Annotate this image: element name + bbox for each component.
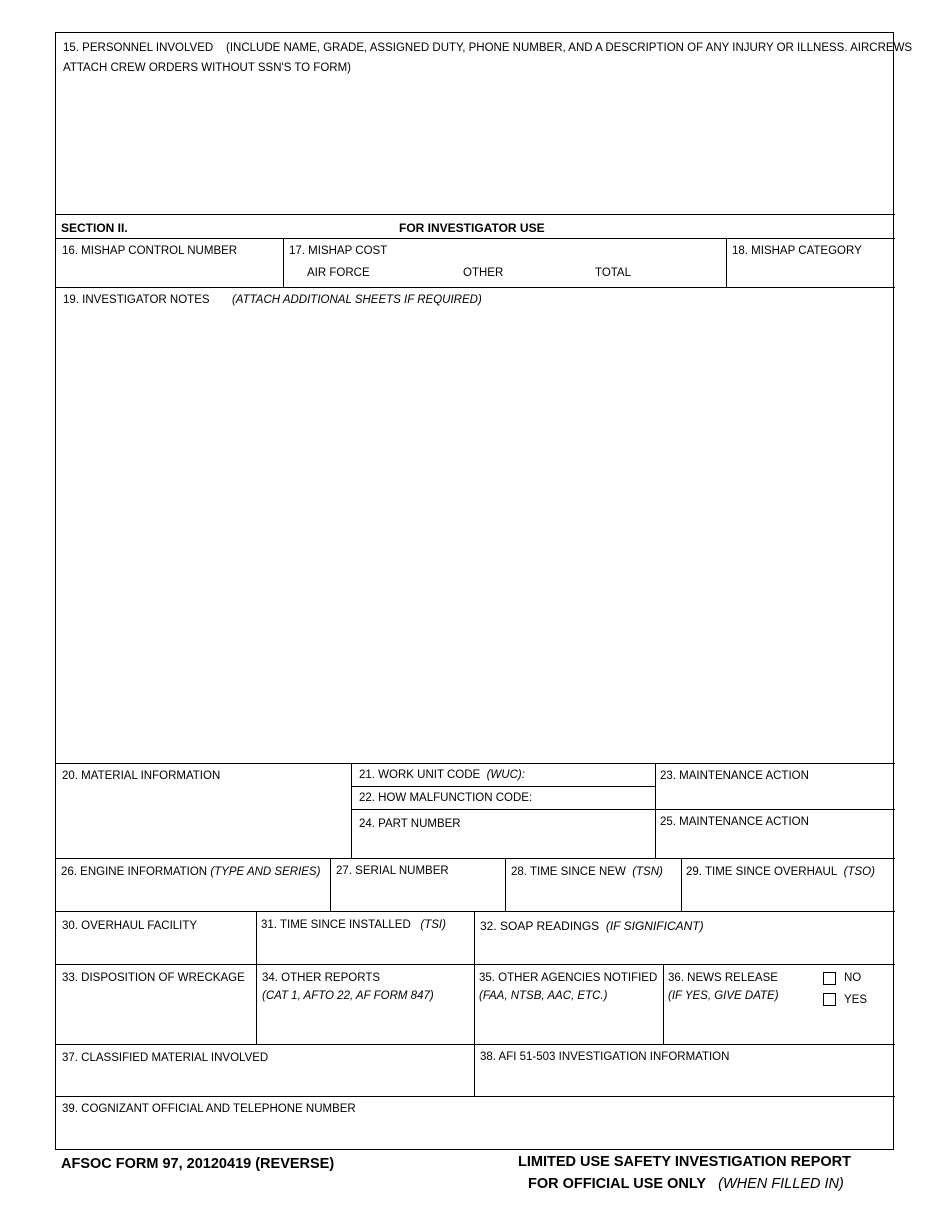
divider	[56, 858, 895, 859]
news-release-no-label: NO	[844, 972, 862, 984]
afsoc-form-97-reverse	[55, 32, 913, 1150]
cost-other-label: OTHER	[463, 267, 504, 279]
block-30-label: 30. OVERHAUL FACILITY	[62, 920, 198, 932]
block-32-label: 32. SOAP READINGS (IF SIGNIFICANT)	[480, 919, 704, 933]
divider	[655, 763, 656, 858]
divider	[351, 786, 655, 787]
block-28-label: 28. TIME SINCE NEW (TSN)	[511, 866, 663, 878]
block-23-label: 23. MAINTENANCE ACTION	[660, 770, 809, 782]
divider	[351, 763, 352, 858]
block-15-instruction: ATTACH CREW ORDERS WITHOUT SSN'S TO FORM)	[63, 62, 351, 74]
block-22-label: 22. HOW MALFUNCTION CODE:	[359, 792, 533, 804]
form-identifier: AFSOC FORM 97, 20120419 (REVERSE)	[61, 1156, 335, 1172]
news-release-no-checkbox[interactable]	[823, 972, 836, 985]
block-31-label: 31. TIME SINCE INSTALLED (TSI)	[261, 919, 446, 931]
report-title: LIMITED USE SAFETY INVESTIGATION REPORT	[518, 1154, 851, 1170]
divider	[505, 858, 506, 911]
divider	[330, 858, 331, 911]
block-36-note: (IF YES, GIVE DATE)	[668, 990, 779, 1002]
block-20-label: 20. MATERIAL INFORMATION	[62, 770, 221, 782]
divider	[663, 964, 664, 1044]
section-title: SECTION II.	[61, 221, 128, 235]
divider	[56, 763, 895, 764]
block-34-note: (CAT 1, AFTO 22, AF FORM 847)	[262, 990, 434, 1002]
block-27-label: 27. SERIAL NUMBER	[336, 865, 449, 877]
block-39-label: 39. COGNIZANT OFFICIAL AND TELEPHONE NUMBER	[62, 1103, 356, 1115]
divider	[56, 287, 895, 288]
block-38-label: 38. AFI 51-503 INVESTIGATION INFORMATION	[480, 1051, 730, 1063]
section-heading: FOR INVESTIGATOR USE	[399, 221, 545, 235]
block-18-label: 18. MISHAP CATEGORY	[732, 245, 862, 257]
divider	[56, 911, 895, 912]
cost-total-label: TOTAL	[595, 267, 631, 279]
block-19-label: 19. INVESTIGATOR NOTES (ATTACH ADDITIONAL SHEETS IF REQUIRED)	[63, 294, 482, 306]
block-16-label: 16. MISHAP CONTROL NUMBER	[62, 245, 238, 257]
divider	[56, 214, 895, 215]
divider	[256, 911, 257, 1044]
block-34-label: 34. OTHER REPORTS	[262, 972, 381, 984]
block-35-label: 35. OTHER AGENCIES NOTIFIED	[479, 972, 658, 984]
block-17-label: 17. MISHAP COST	[289, 245, 388, 257]
divider	[56, 1044, 895, 1045]
divider	[283, 238, 284, 287]
block-26-label: 26. ENGINE INFORMATION (TYPE AND SERIES)	[61, 866, 321, 878]
news-release-yes-checkbox[interactable]	[823, 993, 836, 1006]
divider	[56, 964, 895, 965]
block-29-label: 29. TIME SINCE OVERHAUL (TSO)	[686, 866, 875, 878]
divider	[56, 238, 895, 239]
cost-air-force-label: AIR FORCE	[307, 267, 370, 279]
divider	[726, 238, 727, 287]
divider	[474, 911, 475, 1096]
block-33-label: 33. DISPOSITION OF WRECKAGE	[62, 972, 245, 984]
block-21-label: 21. WORK UNIT CODE (WUC):	[359, 769, 525, 781]
block-36-label: 36. NEWS RELEASE	[668, 972, 778, 984]
block-15-label: 15. PERSONNEL INVOLVED (INCLUDE NAME, GRADE, ASSIGNED DUTY, PHONE NUMBER, AND A DESCRIPTION OF ANY INJURY OR ILLNESS. AIRCREWS	[63, 42, 913, 54]
divider	[681, 858, 682, 911]
news-release-yes-label: YES	[844, 994, 868, 1006]
block-35-note: (FAA, NTSB, AAC, ETC.)	[479, 990, 608, 1002]
block-25-label: 25. MAINTENANCE ACTION	[660, 816, 809, 828]
fouo-marking: FOR OFFICIAL USE ONLY (WHEN FILLED IN)	[528, 1176, 844, 1192]
block-37-label: 37. CLASSIFIED MATERIAL INVOLVED	[62, 1052, 269, 1064]
divider	[351, 809, 895, 810]
block-24-label: 24. PART NUMBER	[359, 818, 461, 830]
divider	[56, 1096, 895, 1097]
